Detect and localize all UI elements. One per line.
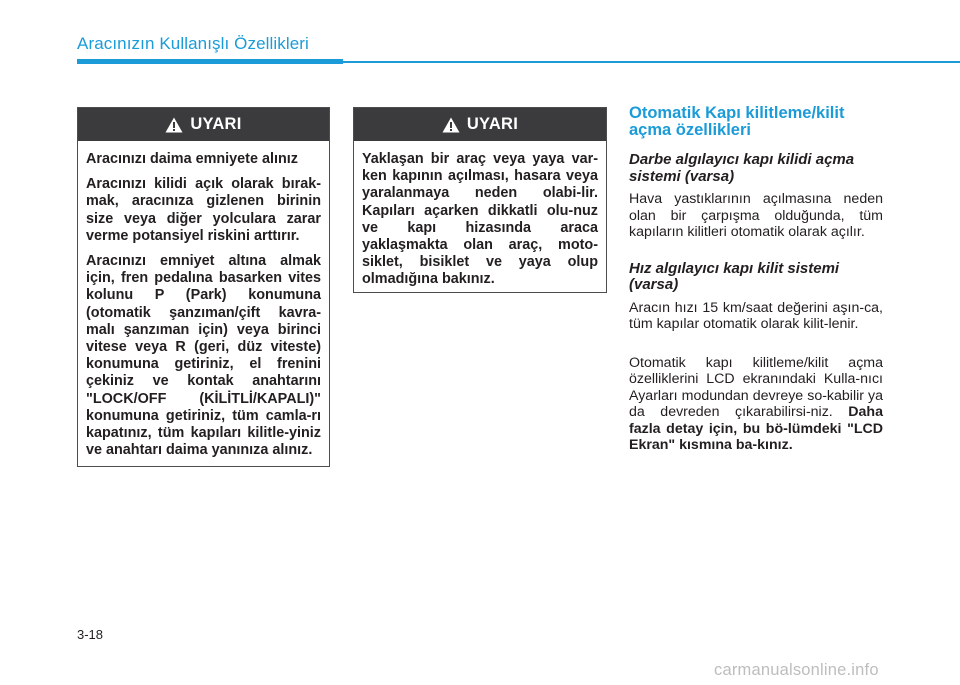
warning-header [78, 108, 329, 141]
warning-heading: UYARI [466, 115, 519, 133]
settings-reference: Daha fazla detay için, bu bö-lümdeki "LCD Ekran" kısmına ba-kınız. [629, 404, 883, 453]
warning-paragraph: Aracınızı emniyet altına almak için, fren pedalına basarken vites kolunu P (Park) konumuna (otomatik şanzıman/çift kavra-malı şanzıman için) veya birinci vitese veya R (geri, düz viteste) konumuna getiriniz, el frenini çekiniz ve kontak anahtarını "LOCK/OFF (KİLİTLİ/KAPALI)" konumuna getiriniz, tüm camla-rı kapatınız, tüm kapıları kilitle-yiniz ve anahtarı daima yanınıza alınız. [86, 253, 321, 459]
subsection-text: Hava yastıklarının açılmasına neden olan bir çarpışma olduğunda, tüm kapıların kilitleri otomatik olarak açılır. [629, 191, 883, 240]
warning-header [354, 108, 606, 141]
settings-text: Otomatik kapı kilitleme/kilit açma özelliklerini LCD ekranındaki Kulla-nıcı Ayarları modundan devreye so-kabilir ya da devreden çıkarabilirsi-niz. [629, 354, 883, 420]
subsection-title: Darbe algılayıcı kapı kilidi açma sistemi (varsa) [629, 151, 855, 185]
warning-body [78, 141, 329, 459]
feature-section [629, 105, 883, 454]
warning-heading: UYARI [190, 115, 242, 133]
subsection-text [629, 355, 883, 454]
warning-paragraph: Aracınızı kilidi açık olarak bırak-mak, aracınıza gizlenen birinin size veya diğer yolculara zarar verme potansiyel riskini arttırır. [86, 176, 321, 244]
warning-paragraph: Yaklaşan bir araç veya yaya var-ken kapının açılması, hasara veya yaralanmaya neden olabi-lir. Kapıları açarken dikkatli olu-nuz ve kapı hizasında araca yaklaşmakta olan araç, moto-siklet, bisiklet ve yaya olup olmadığına bakınız. [362, 151, 598, 288]
warning-box-left [77, 107, 330, 467]
subsection-text: Aracın hızı 15 km/saat değerini aşın-ca, tüm kapılar otomatik olarak kilit-lenir. [629, 299, 883, 332]
warning-body [354, 141, 606, 289]
warning-triangle-icon [442, 117, 460, 133]
watermark: carmanualsonline.info [714, 661, 879, 679]
header-title: Aracınızın Kullanışlı Özellikleri [77, 34, 309, 53]
header-rule-thick [77, 59, 343, 64]
subsection-title: Hız algılayıcı kapı kilit sistemi (varsa) [629, 259, 840, 293]
warning-box-middle [353, 107, 607, 293]
warning-paragraph: Aracınızı daima emniyete alınız [86, 151, 298, 167]
warning-triangle-icon [165, 117, 183, 133]
section-title: Otomatik Kapı kilitleme/kilit açma özellikleri [629, 104, 845, 139]
page-number: 3-18 [77, 627, 104, 642]
header-rule-thin [343, 61, 960, 63]
